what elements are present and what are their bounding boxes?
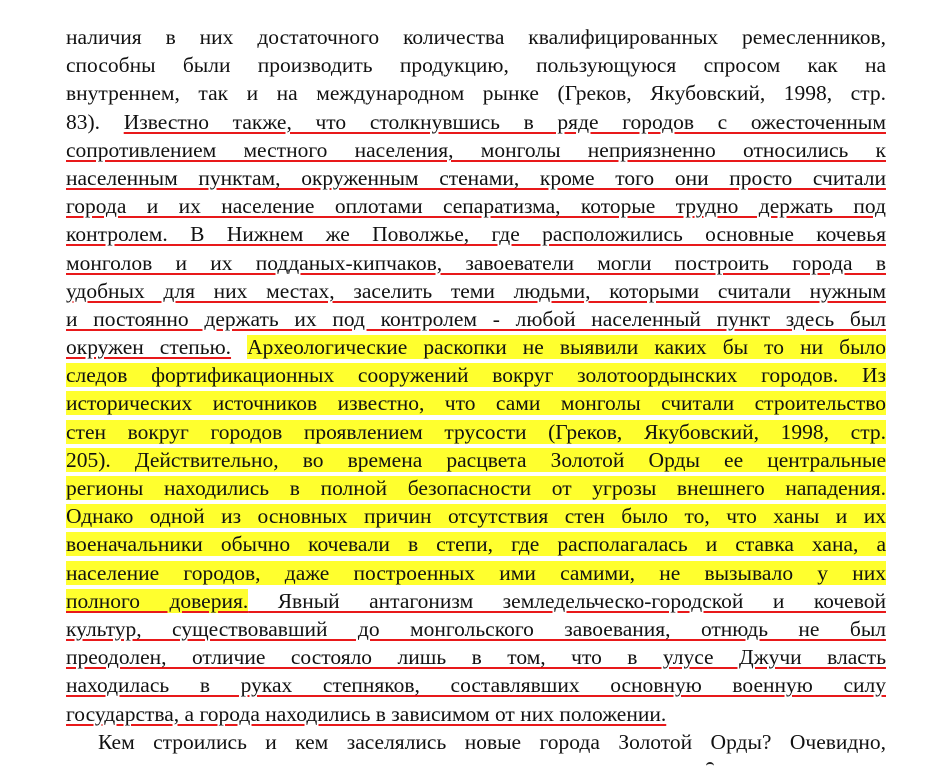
yellow-highlighted-text: регионы находились в полной безопасности от угрозы внешнего нападения. xyxy=(66,476,886,500)
red-underlined-text: Известно также, что столкнувшись в ряде городов с ожесточенным xyxy=(123,109,886,134)
yellow-highlighted-text: 205). Действительно, во времена расцвета Золотой Орды ее центральные xyxy=(66,447,886,472)
red-underlined-text: государства, а города находились в зависимом от них положении. xyxy=(66,701,667,726)
text-line xyxy=(66,192,886,220)
yellow-highlighted-text: военачальники обычно кочевали в степи, где располагалась и ставка хана, а xyxy=(66,532,886,557)
red-underlined-text: окружен степью. xyxy=(66,335,232,360)
yellow-highlighted-text: Археологические раскопки не выявили каких бы то ни было xyxy=(247,335,886,360)
text-segment: способны были производить продукцию, пользующуюся спросом как на xyxy=(66,53,886,78)
red-underlined-text: преодолен, отличие состояло лишь в том, что в улусе Джучи власть xyxy=(66,645,886,670)
red-underlined-text: населенным пунктам, окруженным стенами, кроме того они просто считали xyxy=(66,165,886,190)
text-segment xyxy=(231,335,247,359)
text-line xyxy=(66,700,886,728)
red-underlined-text: Явный антагонизм земледельческо-городской и кочевой xyxy=(248,588,886,613)
text-line xyxy=(66,671,886,699)
text-line xyxy=(66,643,886,671)
red-underlined-text: удобных для них местах, заселить теми людьми, которыми считали нужным xyxy=(66,278,886,303)
yellow-highlighted-text: Однако одной из основных причин отсутствия стен было то, что ханы и их xyxy=(66,504,886,529)
red-underlined-text: монголов и их подданых-кипчаков, завоеватели могли построить города в xyxy=(66,250,886,275)
text-segment: наличия в них достаточного количества квалифицированных ремесленников, xyxy=(66,25,886,49)
red-underlined-text: сопротивлением местного населения, монголы неприязненно относились к xyxy=(66,137,886,162)
text-line xyxy=(66,587,886,615)
cut-off-text-fragment xyxy=(706,762,714,770)
yellow-highlighted-text: исторических источников известно, что сами монголы считали строительство xyxy=(66,391,886,416)
red-underlined-text: города и их население оплотами сепаратизма, которые трудно держать под xyxy=(66,194,886,219)
red-underlined-text: контролем. В Нижнем же Поволжье, где расположились основные кочевья xyxy=(66,222,886,247)
red-underlined-text: и постоянно держать их под контролем - любой населенный пункт здесь был xyxy=(66,306,886,331)
text-line xyxy=(66,389,886,417)
text-line xyxy=(66,79,886,107)
text-segment: внутреннем, так и на международном рынке (Греков, Якубовский, 1998, стр. xyxy=(66,81,886,106)
text-line xyxy=(66,615,886,643)
text-line xyxy=(66,418,886,446)
text-line xyxy=(66,530,886,558)
text-line xyxy=(66,446,886,474)
text-line xyxy=(66,51,886,79)
text-line xyxy=(66,136,886,164)
text-line xyxy=(66,502,886,530)
text-line xyxy=(66,474,886,502)
text-line xyxy=(66,249,886,277)
text-line xyxy=(66,305,886,333)
text-line xyxy=(66,559,886,587)
text-line xyxy=(66,333,886,361)
text-line xyxy=(66,728,886,756)
red-underlined-text: находилась в руках степняков, составлявших основную военную силу xyxy=(66,673,886,698)
yellow-highlighted-red-underlined-text: полного доверия. xyxy=(66,588,249,613)
yellow-highlighted-text: стен вокруг городов проявлением трусости (Греков, Якубовский, 1998, стр. xyxy=(66,419,886,444)
text-segment: 83). xyxy=(66,109,124,134)
text-line xyxy=(66,23,886,51)
text-line xyxy=(66,277,886,305)
text-line xyxy=(66,164,886,192)
red-underlined-text: культур, существовавший до монгольского завоевания, отнюдь не был xyxy=(66,616,886,641)
text-line xyxy=(66,220,886,248)
document-page xyxy=(66,23,886,756)
text-line xyxy=(66,108,886,136)
text-segment: Кем строились и кем заселялись новые города Золотой Орды? Очевидно, xyxy=(98,729,886,754)
yellow-highlighted-text: следов фортификационных сооружений вокруг золотоордынских городов. Из xyxy=(66,363,886,388)
text-line xyxy=(66,361,886,389)
yellow-highlighted-text: население городов, даже построенных ими самими, не вызывало у них xyxy=(66,560,886,585)
